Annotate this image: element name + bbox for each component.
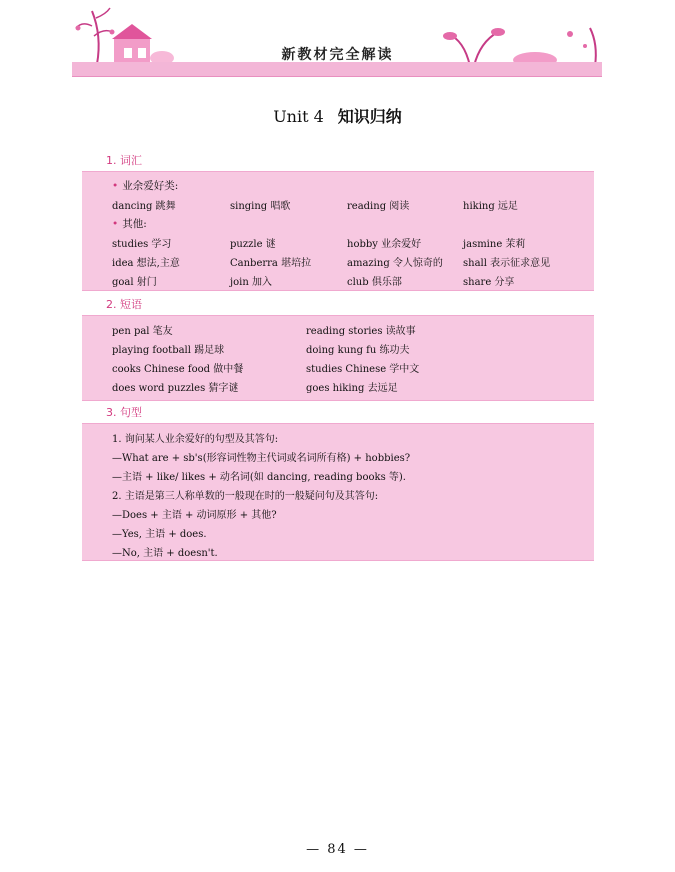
sentence-line: 2. 主语是第三人称单数的一般现在时的一般疑问句及其答句: [112, 491, 379, 502]
page-number: — 84 — [306, 842, 369, 857]
sentence-line: 1. 询问某人业余爱好的句型及其答句: [112, 434, 279, 445]
unit-number: Unit 4 [273, 107, 324, 126]
sentence-line: —Yes, 主语 + does. [112, 529, 207, 540]
sentence-patterns-box [82, 423, 594, 561]
section-label-vocabulary: 1. 词汇 [106, 154, 142, 167]
sentence-line: —No, 主语 + doesn't. [112, 548, 218, 559]
vocab-word: reading 阅读 [347, 201, 410, 212]
phrase-item: goes hiking 去远足 [306, 383, 398, 394]
vocab-word: jasmine 茉莉 [463, 239, 526, 250]
phrase-item: reading stories 读故事 [306, 326, 416, 337]
vocab-word: idea 想法,主意 [112, 258, 180, 269]
vocab-word: Canberra 堪培拉 [230, 258, 312, 269]
unit-title [0, 104, 675, 127]
phrase-item: doing kung fu 练功夫 [306, 345, 410, 356]
sentence-line: —Does + 主语 + 动词原形 + 其他? [112, 510, 277, 521]
header-band [72, 62, 602, 77]
vocab-word: puzzle 谜 [230, 239, 276, 250]
phrase-item: playing football 踢足球 [112, 345, 225, 356]
phrases-box [82, 315, 594, 401]
sentence-line: —主语 + like/ likes + 动名词(如 dancing, reading books 等). [112, 472, 406, 483]
vocab-word: dancing 跳舞 [112, 201, 176, 212]
vocab-word: goal 射门 [112, 277, 157, 288]
vocab-word: singing 唱歌 [230, 201, 291, 212]
section-label-sentence-patterns: 3. 句型 [106, 406, 142, 419]
vocabulary-box [82, 171, 594, 291]
bullet-dot-icon: • [112, 180, 119, 192]
unit-subtitle: 知识归纳 [337, 107, 402, 126]
phrase-item: cooks Chinese food 做中餐 [112, 364, 244, 375]
vocab-word: club 俱乐部 [347, 277, 402, 288]
vocab-group-heading-others: • 其他: [112, 218, 147, 230]
vocab-word: join 加入 [230, 277, 272, 288]
sentence-line: —What are + sb's(形容词性物主代词或名词所有格) + hobbies? [112, 453, 411, 464]
bullet-dot-icon: • [112, 218, 119, 230]
vocab-word: hiking 远足 [463, 201, 518, 212]
vocab-word: studies 学习 [112, 239, 172, 250]
vocab-word: shall 表示征求意见 [463, 258, 551, 269]
phrase-item: does word puzzles 猜字谜 [112, 383, 239, 394]
phrase-item: pen pal 笔友 [112, 326, 173, 337]
vocab-group-heading-hobbies: • 业余爱好类: [112, 180, 179, 192]
vocab-word: hobby 业余爱好 [347, 239, 422, 250]
phrase-item: studies Chinese 学中文 [306, 364, 420, 375]
book-title: 新教材完全解读 [281, 47, 394, 63]
vocab-word: share 分享 [463, 277, 515, 288]
vocab-word: amazing 令人惊奇的 [347, 258, 443, 269]
section-label-phrases: 2. 短语 [106, 298, 142, 311]
